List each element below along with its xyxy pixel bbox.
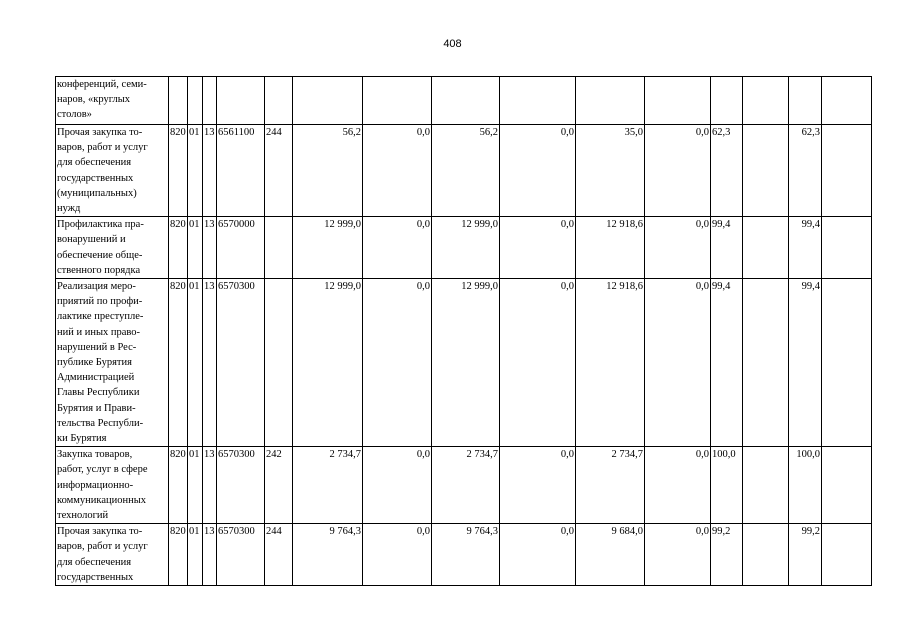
- expense-type-code: [265, 217, 293, 279]
- refined-change-value: [500, 77, 576, 125]
- subsection-code: 13: [203, 524, 217, 586]
- section-code: 01: [188, 279, 203, 447]
- approved-change-value: 0,0: [363, 217, 432, 279]
- expense-type-code: [265, 279, 293, 447]
- empty-cell: [822, 447, 872, 524]
- execution-percent: 100,0: [711, 447, 743, 524]
- executed-change-value: 0,0: [645, 217, 711, 279]
- refined-budget-value: [432, 77, 500, 125]
- expense-type-code: 244: [265, 125, 293, 217]
- approved-budget-value: [293, 77, 363, 125]
- executed-value: 9 684,0: [576, 524, 645, 586]
- approved-change-value: [363, 77, 432, 125]
- executed-change-value: 0,0: [645, 279, 711, 447]
- executed-change-value: 0,0: [645, 524, 711, 586]
- target-article-code: [217, 77, 265, 125]
- row-name: Прочая закупка то- варов, работ и услуг для обеспечения государственных: [56, 524, 169, 586]
- target-article-code: 6561100: [217, 125, 265, 217]
- expense-type-code: 242: [265, 447, 293, 524]
- approved-change-value: 0,0: [363, 279, 432, 447]
- row-name: Закупка товаров, работ, услуг в сфере информационно- коммуникационных технологий: [56, 447, 169, 524]
- grbs-code: 820: [169, 125, 188, 217]
- table-row: [56, 447, 872, 524]
- subsection-code: 13: [203, 217, 217, 279]
- target-article-code: 6570000: [217, 217, 265, 279]
- refined-budget-value: 56,2: [432, 125, 500, 217]
- refined-change-value: 0,0: [500, 125, 576, 217]
- approved-change-value: 0,0: [363, 447, 432, 524]
- refined-change-value: 0,0: [500, 524, 576, 586]
- execution-percent: 99,2: [711, 524, 743, 586]
- percent-blank: [743, 447, 789, 524]
- subsection-code: 13: [203, 279, 217, 447]
- target-article-code: 6570300: [217, 524, 265, 586]
- approved-change-value: 0,0: [363, 524, 432, 586]
- section-code: 01: [188, 217, 203, 279]
- execution-percent: 62,3: [711, 125, 743, 217]
- execution-percent-refined: 99,4: [789, 217, 822, 279]
- refined-budget-value: 12 999,0: [432, 279, 500, 447]
- refined-budget-value: 2 734,7: [432, 447, 500, 524]
- budget-table: [55, 76, 872, 586]
- budget-table-body: [56, 77, 872, 586]
- section-code: 01: [188, 125, 203, 217]
- executed-change-value: [645, 77, 711, 125]
- target-article-code: 6570300: [217, 279, 265, 447]
- subsection-code: 13: [203, 125, 217, 217]
- refined-budget-value: 12 999,0: [432, 217, 500, 279]
- section-code: 01: [188, 447, 203, 524]
- table-row: [56, 77, 872, 125]
- page-number: 408: [443, 38, 462, 50]
- expense-type-code: [265, 77, 293, 125]
- row-name: Реализация меро- приятий по профи- лактике преступле- ний и иных право- нарушений в Рес- публике Бурятия Администрацией Главы Республики Бурятия и Прави- тельства Республи- ки Бурятия: [56, 279, 169, 447]
- percent-blank: [743, 125, 789, 217]
- empty-cell: [822, 217, 872, 279]
- approved-budget-value: 12 999,0: [293, 217, 363, 279]
- executed-value: 35,0: [576, 125, 645, 217]
- subsection-code: 13: [203, 447, 217, 524]
- percent-blank: [743, 279, 789, 447]
- executed-change-value: 0,0: [645, 447, 711, 524]
- approved-budget-value: 12 999,0: [293, 279, 363, 447]
- execution-percent: 99,4: [711, 279, 743, 447]
- refined-change-value: 0,0: [500, 279, 576, 447]
- executed-change-value: 0,0: [645, 125, 711, 217]
- table-row: [56, 279, 872, 447]
- approved-change-value: 0,0: [363, 125, 432, 217]
- refined-change-value: 0,0: [500, 217, 576, 279]
- empty-cell: [822, 125, 872, 217]
- grbs-code: 820: [169, 447, 188, 524]
- row-name: Прочая закупка то- варов, работ и услуг для обеспечения государственных (муниципальных) нужд: [56, 125, 169, 217]
- refined-budget-value: 9 764,3: [432, 524, 500, 586]
- executed-value: 12 918,6: [576, 217, 645, 279]
- empty-cell: [822, 279, 872, 447]
- approved-budget-value: 2 734,7: [293, 447, 363, 524]
- empty-cell: [822, 524, 872, 586]
- executed-value: 2 734,7: [576, 447, 645, 524]
- section-code: [188, 77, 203, 125]
- percent-blank: [743, 217, 789, 279]
- grbs-code: [169, 77, 188, 125]
- executed-value: [576, 77, 645, 125]
- execution-percent-refined: 100,0: [789, 447, 822, 524]
- executed-value: 12 918,6: [576, 279, 645, 447]
- table-row: [56, 217, 872, 279]
- execution-percent: [711, 77, 743, 125]
- approved-budget-value: 9 764,3: [293, 524, 363, 586]
- grbs-code: 820: [169, 279, 188, 447]
- execution-percent-refined: 62,3: [789, 125, 822, 217]
- subsection-code: [203, 77, 217, 125]
- percent-blank: [743, 77, 789, 125]
- execution-percent-refined: [789, 77, 822, 125]
- grbs-code: 820: [169, 524, 188, 586]
- refined-change-value: 0,0: [500, 447, 576, 524]
- section-code: 01: [188, 524, 203, 586]
- target-article-code: 6570300: [217, 447, 265, 524]
- expense-type-code: 244: [265, 524, 293, 586]
- execution-percent-refined: 99,2: [789, 524, 822, 586]
- table-row: [56, 125, 872, 217]
- execution-percent-refined: 99,4: [789, 279, 822, 447]
- percent-blank: [743, 524, 789, 586]
- execution-percent: 99,4: [711, 217, 743, 279]
- approved-budget-value: 56,2: [293, 125, 363, 217]
- row-name: конференций, семи- наров, «круглых столов»: [56, 77, 169, 125]
- table-row: [56, 524, 872, 586]
- empty-cell: [822, 77, 872, 125]
- row-name: Профилактика пра- вонарушений и обеспечение обще- ственного порядка: [56, 217, 169, 279]
- grbs-code: 820: [169, 217, 188, 279]
